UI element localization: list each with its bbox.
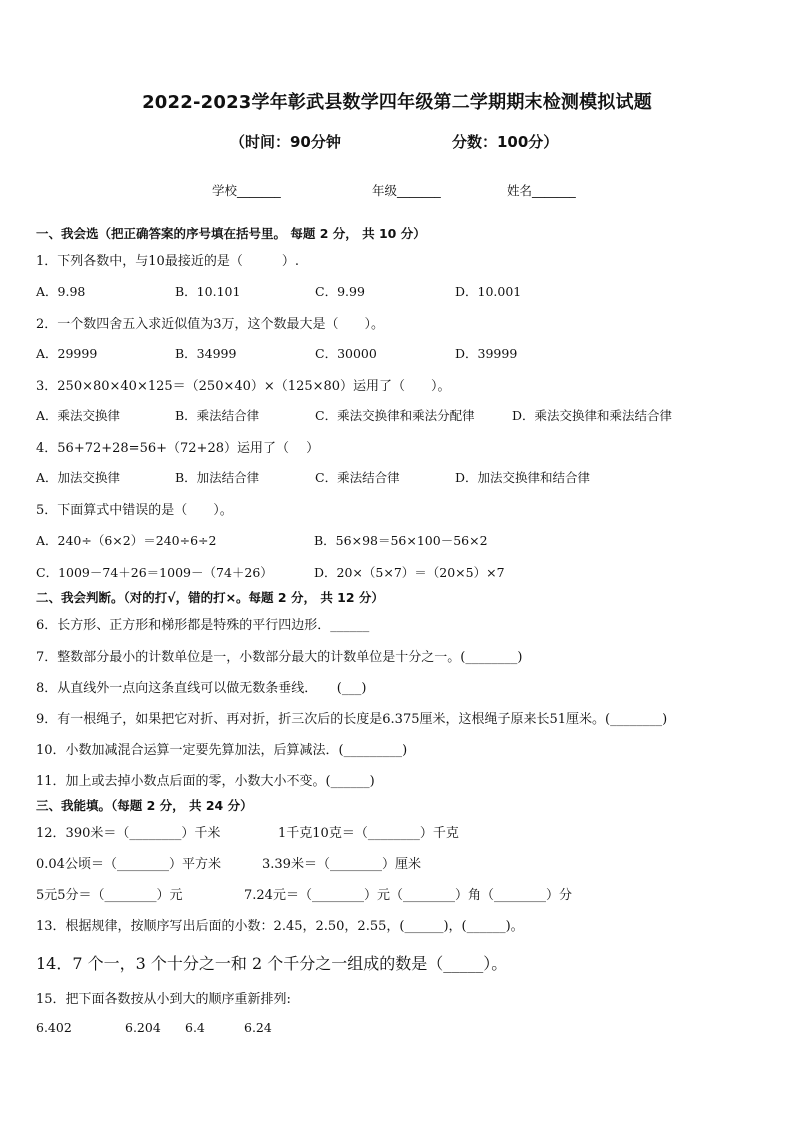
question-10: 10．小数加减混合运算一定要先算加法，后算减法．(_________) (36, 743, 408, 758)
section-2-heading: 二、我会判断。（对的打√，错的打×。每题 2 分， 共 12 分） (36, 590, 384, 605)
q2-option-b: B．34999 (175, 346, 237, 361)
q4-option-c: C．乘法结合律 (315, 470, 400, 485)
question-12-part-c: 0.04公顷＝（________）平方米 (36, 857, 221, 872)
section-1-heading: 一、我会选（把正确答案的序号填在括号里。 每题 2 分， 共 10 分） (36, 226, 426, 241)
q3-option-b: B．乘法结合律 (175, 408, 260, 423)
q2-option-d: D．39999 (455, 346, 518, 361)
question-12-part-b: 1千克10克＝（________）千克 (278, 826, 459, 841)
question-12-part-d: 3.39米＝（________）厘米 (262, 857, 421, 872)
exam-time: （时间：90分钟 (230, 133, 341, 151)
q1-option-b: B．10.101 (175, 284, 241, 299)
grade-field: 年级_______ (372, 183, 441, 198)
q2-option-c: C．30000 (315, 346, 377, 361)
question-5: 5．下面算式中错误的是（ ）。 (36, 503, 233, 518)
q3-option-a: A．乘法交换律 (36, 408, 121, 423)
q1-option-a: A．9.98 (36, 284, 86, 299)
page-title: 2022-2023学年彰武县数学四年级第二学期期末检测模拟试题 (142, 92, 652, 113)
question-11: 11．加上或去掉小数点后面的零，小数大小不变。(______) (36, 774, 375, 789)
question-12-part-f: 7.24元＝（________）元（________）角（________）分 (244, 888, 572, 903)
question-7: 7．整数部分最小的计数单位是一，小数部分最大的计数单位是十分之一。(________) (36, 650, 523, 665)
q5-option-a: A．240÷（6×2）＝240÷6÷2 (36, 533, 217, 548)
school-field: 学校_______ (212, 183, 281, 198)
question-14: 14．7 个一，3 个十分之一和 2 个千分之一组成的数是（_____）。 (36, 954, 508, 973)
question-8: 8．从直线外一点向这条直线可以做无数条垂线． (___) (36, 681, 367, 696)
q3-option-d: D．乘法交换律和乘法结合律 (512, 408, 673, 423)
q5-option-c: C．1009－74＋26＝1009－（74＋26） (36, 565, 273, 580)
q4-option-d: D．加法交换律和结合律 (455, 470, 591, 485)
question-3: 3．250×80×40×125＝（250×40）×（125×80）运用了（ ）。 (36, 379, 451, 394)
q15-number: 6.204 (125, 1020, 161, 1035)
q3-option-c: C．乘法交换律和乘法分配律 (315, 408, 475, 423)
q5-option-d: D．20×（5×7）＝（20×5）×7 (314, 565, 505, 580)
q4-option-a: A．加法交换律 (36, 470, 121, 485)
question-12-part-a: 12．390米＝（________）千米 (36, 826, 221, 841)
question-15: 15．把下面各数按从小到大的顺序重新排列: (36, 992, 291, 1007)
q5-option-b: B．56×98＝56×100－56×2 (314, 533, 488, 548)
q15-number: 6.24 (244, 1020, 272, 1035)
question-9: 9．有一根绳子，如果把它对折、再对折，折三次后的长度是6.375厘米，这根绳子原来长51厘米。(________) (36, 712, 668, 727)
q4-option-b: B．加法结合律 (175, 470, 260, 485)
question-4: 4．56+72+28=56+（72+28）运用了（ ） (36, 441, 320, 456)
section-3-heading: 三、我能填。（每题 2 分， 共 24 分） (36, 798, 253, 813)
question-12-part-e: 5元5分＝（________）元 (36, 888, 183, 903)
question-1: 1．下列各数中，与10最接近的是（ ）. (36, 254, 299, 269)
q1-option-c: C．9.99 (315, 284, 365, 299)
question-2: 2．一个数四舍五入求近似值为3万，这个数最大是（ ）。 (36, 317, 385, 332)
question-6: 6．长方形、正方形和梯形都是特殊的平行四边形．______ (36, 618, 370, 633)
question-13: 13．根据规律，按顺序写出后面的小数：2.45，2.50，2.55，(______)，(______)。 (36, 919, 524, 934)
q2-option-a: A．29999 (36, 346, 98, 361)
exam-score: 分数：100分） (452, 133, 559, 151)
q1-option-d: D．10.001 (455, 284, 522, 299)
q15-number: 6.402 (36, 1020, 72, 1035)
name-field: 姓名_______ (507, 183, 576, 198)
q15-number: 6.4 (185, 1020, 205, 1035)
